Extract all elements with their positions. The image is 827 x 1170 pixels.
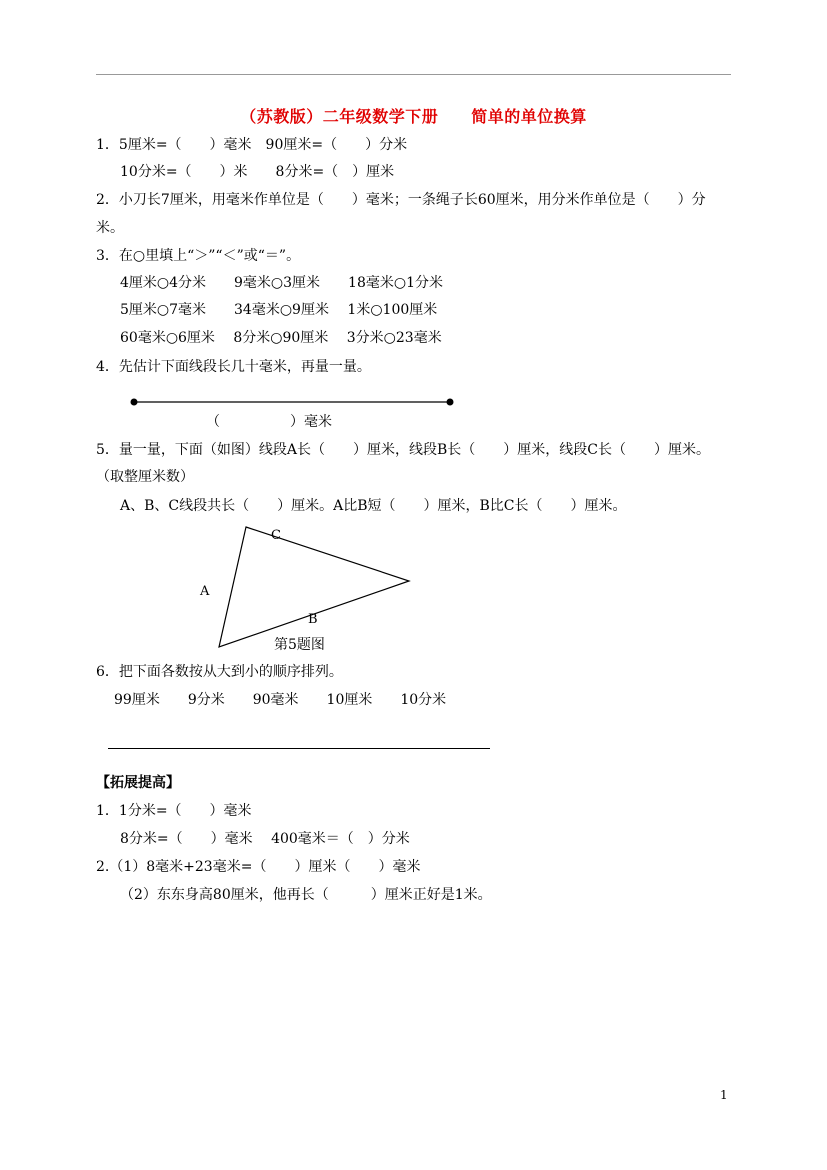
triangle-shape <box>219 527 409 647</box>
label-a: A <box>200 584 210 599</box>
label-c: C <box>271 528 281 543</box>
question-4-title: 4．先估计下面线段长几十毫米，再量一量。 <box>96 359 371 375</box>
figure-caption: 第5题图 <box>274 637 325 653</box>
question-3-title: 3．在○里填上“＞”“＜”或“＝”。 <box>96 248 301 264</box>
question-2-line-2: 米。 <box>96 220 124 236</box>
extension-heading: 【拓展提高】 <box>96 775 180 791</box>
label-b: B <box>308 612 318 627</box>
question-6-title: 6．把下面各数按从大到小的顺序排列。 <box>96 664 343 680</box>
question-3-row-3: 60毫米○6厘米 8分米○90厘米 3分米○23毫米 <box>120 330 442 346</box>
question-5-line-1: 5．量一量，下面（如图）线段A长（ ）厘米，线段B长（ ）厘米，线段C长（ ）厘米。 <box>96 442 711 458</box>
question-3-row-2: 5厘米○7毫米 34毫米○9厘米 1米○100厘米 <box>120 302 438 318</box>
question-5-line-2: （取整厘米数） <box>96 469 194 485</box>
question-5-line-3: A、B、C线段共长（ ）厘米。A比B短（ ）厘米，B比C长（ ）厘米。 <box>120 498 627 514</box>
question-1-line-1: 1．5厘米=（ ）毫米 90厘米=（ ）分米 <box>96 137 408 153</box>
extension-1-line-1: 1．1分米=（ ）毫米 <box>96 803 252 819</box>
page-number: 1 <box>720 1088 728 1102</box>
extension-2-line-2: （2）东东身高80厘米，他再长（ ）厘米正好是1米。 <box>120 887 492 903</box>
extension-2-line-1: 2.（1）8毫米+23毫米=（ ）厘米（ ）毫米 <box>96 859 421 875</box>
question-1-line-2: 10分米=（ ）米 8分米=（ ）厘米 <box>120 164 395 180</box>
question-2-line-1: 2．小刀长7厘米，用毫米作单位是（ ）毫米；一条绳子长60厘米，用分米作单位是（ ）分 <box>96 192 706 208</box>
question-6-items: 99厘米 9分米 90毫米 10厘米 10分米 <box>114 692 447 708</box>
question-3-row-1: 4厘米○4分米 9毫米○3厘米 18毫米○1分米 <box>120 275 443 291</box>
document-title: （苏教版）二年级数学下册 简单的单位换算 <box>240 107 587 126</box>
question-4-answer: （ ）毫米 <box>206 414 332 430</box>
answer-blank-line <box>108 748 490 749</box>
extension-1-line-2: 8分米=（ ）毫米 400毫米＝（ ）分米 <box>120 831 410 847</box>
